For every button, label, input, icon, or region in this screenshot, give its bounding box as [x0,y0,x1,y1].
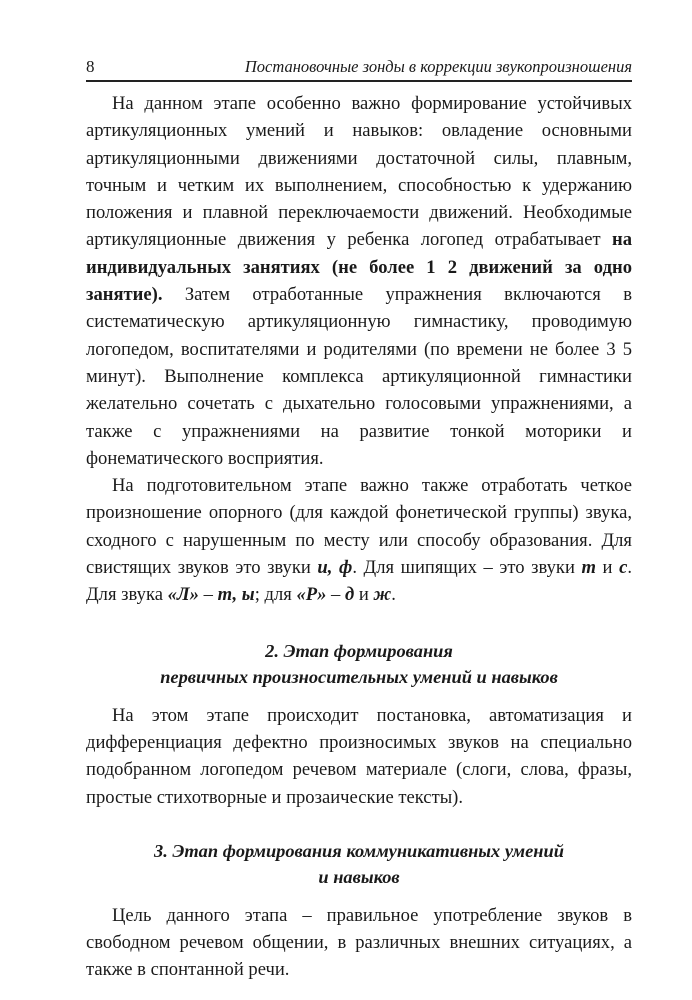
sound-label: т [581,557,596,579]
page-body [86,90,632,984]
sound-label: и, ф [317,557,353,579]
sound-label: «Л» [167,584,199,606]
section-3-paragraph: Цель данного этапа – правильное употребление звуков в свободном речевом общении, в различных внешних ситуациях, а также в спонтанной речи. [86,904,632,981]
paragraph-text: На данном этапе особенно важно формирование устойчивых артикуляционных умений и навыков: овладение основными артикуляционными движениями достаточной силы, плавным, точным и четким их выполнением, способностью к удержанию положения и плавной переключаемости движений. Необходимые артикуляционные движения у ребенка логопед отрабатывает [86,93,632,251]
sound-label: «Р» [296,584,327,606]
paragraph-text: Затем отработанные упражнения включаются в систематическую артикуляционную гимнастику, проводимую логопедом, воспитателями и родителями (по времени не более 3 5 минут). Выполнение комплекса артикуляционной гимнастики желательно сочетать с дыхательно голосовыми упражнениями, а также с упражнениями на развитие тонкой моторики и фонематического восприятия. [86,284,632,469]
paragraph-text: . Для шипящих – это звуки [352,557,582,579]
paragraph-articulation [86,90,632,472]
sound-label: ж [373,584,392,606]
section-2-heading-line-2: первичных произносительных умений и навыков [160,666,558,687]
sound-label: д [345,584,355,606]
section-3-heading-line-1: 3. Этап формирования коммуникативных умений [154,840,564,861]
paragraph-text: . [391,584,396,606]
section-2-heading-line-1: 2. Этап формирования [265,640,453,661]
section-3-heading-line-2: и навыков [318,866,400,887]
sound-label: с [619,557,628,579]
section-2-heading [86,638,632,690]
paragraph-preparatory [86,472,632,608]
header-rule [86,80,632,82]
paragraph-text: и [354,584,374,606]
page-header [86,55,632,81]
paragraph-text: На подготовительном этапе важно также отработать четкое произношение опорного (для каждой фонетической группы) звука, сходного с нарушенным по месту или способу образования. Для свистящих звуков это звуки [86,475,632,579]
emphasis-text: на индивидуальных занятиях (не более 1 2 движений за одно занятие). [86,229,632,306]
page-number: 8 [86,57,95,76]
paragraph-text: и [595,557,620,579]
section-3-heading [86,838,632,890]
running-title: Постановочные зонды в коррекции звукопроизношения [244,57,632,76]
paragraph-text: – [326,584,345,606]
sound-label: т, ы [217,584,255,606]
section-2-paragraph: На этом этапе происходит постановка, автоматизация и дифференциация дефектно произносимых звуков на специально подобранном логопедом речевом материале (слоги, слова, фразы, простые стихотворные и прозаические тексты). [86,704,632,808]
paragraph-text: ; для [254,584,297,606]
paragraph-text: – [198,584,218,606]
paragraph-text: . Для звука [86,557,632,606]
